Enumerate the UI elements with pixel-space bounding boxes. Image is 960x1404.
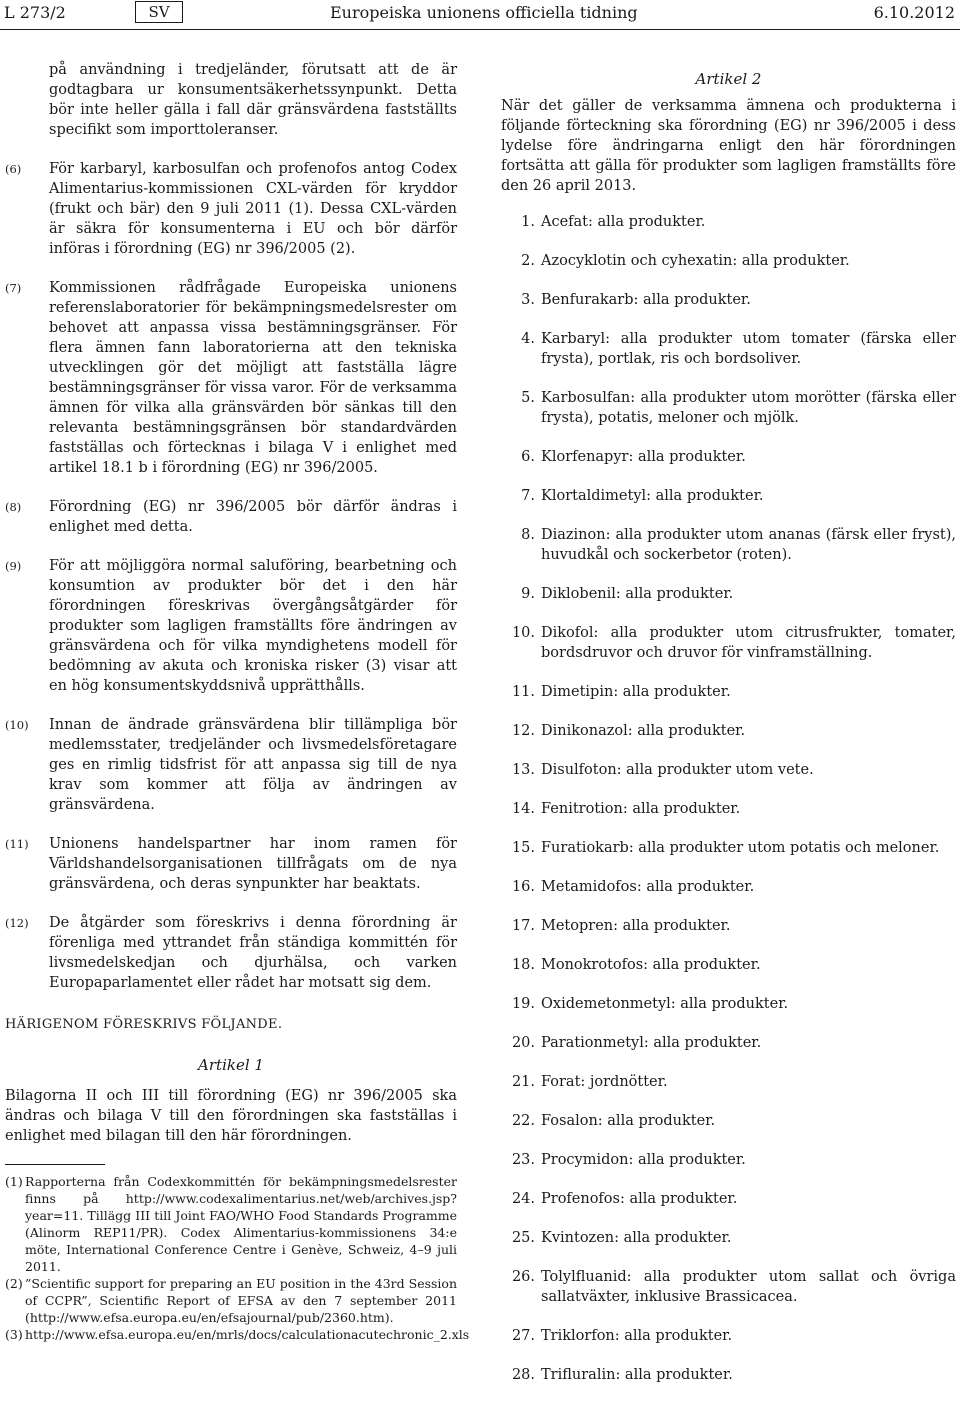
article-2-title: Artikel 2 — [695, 70, 762, 88]
list-item-text: Parationmetyl: alla produkter. — [541, 1035, 762, 1051]
list-item-text: Klorfenapyr: alla produkter. — [541, 449, 746, 465]
enacting-formula: HÄRIGENOM FÖRESKRIVS FÖLJANDE. — [5, 1017, 283, 1032]
footnote-separator — [5, 1164, 105, 1165]
list-item — [501, 721, 956, 741]
list-item — [501, 251, 956, 271]
recital-number: (12) — [5, 916, 29, 930]
list-item — [501, 1150, 956, 1170]
list-item-number: 14. — [511, 801, 535, 817]
list-item-number: 10. — [511, 625, 535, 641]
recital-number: (11) — [5, 837, 29, 851]
list-item — [501, 916, 956, 936]
list-item-number: 11. — [511, 684, 535, 700]
header-rule — [0, 29, 960, 30]
list-item-number: 19. — [511, 996, 535, 1012]
list-item-number: 9. — [521, 586, 535, 602]
recital-number: (6) — [5, 162, 22, 176]
list-item-text: Procymidon: alla produkter. — [541, 1152, 746, 1168]
substance-list — [501, 212, 956, 1385]
footnote-text: Rapporterna från Codexkommittén för bekämpningsmedelsrester finns på http://www.codexalimentarius.net/web/archives.jsp?year=11. Tillägg III till Joint FAO/WHO Food Standards Programme (Alinorm REP11/PR). Codex Alimentarius-kommissionens 34:e möte, International Conference Centre i Genève, Schweiz, 4–9 juli 2011. — [25, 1174, 457, 1274]
recital-number: (10) — [5, 718, 29, 732]
list-item — [501, 623, 956, 663]
list-item-number: 18. — [511, 957, 535, 973]
list-item-number: 6. — [521, 449, 535, 465]
list-item-number: 12. — [511, 723, 535, 739]
list-item-text: Acefat: alla produkter. — [541, 214, 706, 230]
list-item-text: Karbaryl: alla produkter utom tomater (färska eller frysta), portlak, ris och bordsoliver. — [541, 331, 956, 367]
list-item-number: 8. — [521, 527, 535, 543]
list-item-number: 1. — [521, 214, 535, 230]
list-item-text: Furatiokarb: alla produkter utom potatis och meloner. — [541, 840, 940, 856]
recital-7 — [5, 278, 457, 478]
list-item — [501, 388, 956, 428]
list-item — [501, 682, 956, 702]
list-item — [501, 447, 956, 467]
language-badge: SV — [135, 1, 183, 23]
list-item — [501, 212, 956, 232]
list-item — [501, 1267, 956, 1307]
list-item-number: 13. — [511, 762, 535, 778]
list-item — [501, 1072, 956, 1092]
list-item — [501, 955, 956, 975]
list-item-text: Forat: jordnötter. — [541, 1074, 668, 1090]
article-1-title: Artikel 1 — [198, 1056, 264, 1074]
list-item-number: 2. — [521, 253, 535, 269]
list-item-text: Dikofol: alla produkter utom citrusfrukter, tomater, bordsdruvor och druvor för vinframställning. — [541, 625, 956, 661]
list-item — [501, 584, 956, 604]
footnote-number: (3) — [5, 1327, 23, 1342]
page-number: L 273/2 — [4, 3, 66, 22]
list-item-number: 5. — [521, 390, 535, 406]
recital-10 — [5, 715, 457, 815]
footnote-text: http://www.efsa.europa.eu/en/mrls/docs/calculationacutechronic_2.xls — [25, 1327, 470, 1342]
list-item-number: 27. — [511, 1328, 535, 1344]
list-item-number: 26. — [511, 1269, 535, 1285]
list-item-text: Tolylfluanid: alla produkter utom sallat och övriga sallatväxter, inklusive Brassicacea. — [541, 1269, 956, 1305]
list-item-text: Azocyklotin och cyhexatin: alla produkter. — [541, 253, 850, 269]
list-item — [501, 1228, 956, 1248]
publication-date: 6.10.2012 — [873, 3, 955, 22]
list-item-text: Diazinon: alla produkter utom ananas (färsk eller fryst), huvudkål och sockerbetor (roten). — [541, 527, 956, 563]
recital-11 — [5, 834, 457, 894]
recital-number: (7) — [5, 281, 22, 295]
list-item — [501, 486, 956, 506]
intro-paragraph: på användning i tredjeländer, förutsatt att de är godtagbara ur konsumentsäkerhetssynpunkt. Detta bör inte heller gälla i fall där gränsvärdena fastställts specifikt som importtoleranser. — [49, 62, 457, 138]
list-item-number: 28. — [511, 1367, 535, 1383]
list-item-text: Kvintozen: alla produkter. — [541, 1230, 732, 1246]
footnote-number: (1) — [5, 1174, 23, 1189]
footnote-number: (2) — [5, 1276, 23, 1291]
list-item-text: Diklobenil: alla produkter. — [541, 586, 734, 602]
recital-6 — [5, 159, 457, 259]
list-item — [501, 760, 956, 780]
list-item-text: Disulfoton: alla produkter utom vete. — [541, 762, 814, 778]
list-item — [501, 329, 956, 369]
recital-12 — [5, 913, 457, 993]
list-item-number: 20. — [511, 1035, 535, 1051]
recital-text: Kommissionen rådfrågade Europeiska unionens referenslaboratorier för bekämpningsmedelsrester om behovet att anpassa vissa bestämningsgränser. För flera ämnen fann laboratorierna att den tekniska utvecklingen gör det möjligt att fastställa lägre bestämningsgränser för vissa varor. För de verksamma ämnen för vilka alla gränsvärden bör sänkas till den relevanta bestämningsgränsen bör standardvärden fastställas och förtecknas i bilaga V i enlighet med artikel 18.1 b i förordning (EG) nr 396/2005. — [49, 280, 457, 476]
list-item — [501, 877, 956, 897]
list-item-text: Karbosulfan: alla produkter utom morötter (färska eller frysta), potatis, meloner och mjölk. — [541, 390, 956, 426]
list-item — [501, 1033, 956, 1053]
recital-9 — [5, 556, 457, 696]
list-item-text: Fosalon: alla produkter. — [541, 1113, 716, 1129]
recital-text: Innan de ändrade gränsvärdena blir tillämpliga bör medlemsstater, tredjeländer och livsmedelsföretagare ges en rimlig tidsfrist för att anpassa sig till de nya krav som kommer att följa av ändringen av gränsvärdena. — [49, 717, 457, 813]
recital-text: Förordning (EG) nr 396/2005 bör därför ändras i enlighet med detta. — [49, 499, 457, 535]
footnote-2 — [5, 1275, 457, 1326]
recital-number: (9) — [5, 559, 22, 573]
list-item-number: 4. — [521, 331, 535, 347]
list-item-number: 21. — [511, 1074, 535, 1090]
list-item — [501, 1365, 956, 1385]
list-item — [501, 290, 956, 310]
recital-text: För karbaryl, karbosulfan och profenofos antog Codex Alimentarius-kommissionen CXL-värden för kryddor (frukt och bär) den 9 juli 2011 (1). Dessa CXL-värden är säkra för konsumenterna i EU och bör därför införas i förordning (EG) nr 396/2005 (2). — [49, 161, 457, 257]
list-item-number: 22. — [511, 1113, 535, 1129]
list-item-text: Monokrotofos: alla produkter. — [541, 957, 761, 973]
recital-text: Unionens handelspartner har inom ramen för Världshandelsorganisationen tillfrågats om de nya gränsvärdena, och deras synpunkter har beaktats. — [49, 836, 457, 892]
left-column — [5, 60, 470, 1343]
page-header — [0, 0, 960, 30]
list-item-number: 24. — [511, 1191, 535, 1207]
list-item — [501, 838, 956, 858]
list-item-number: 7. — [521, 488, 535, 504]
recital-text: De åtgärder som föreskrivs i denna förordning är förenliga med yttrandet från ständiga kommittén för livsmedelskedjan och djurhälsa, och varken Europaparlamentet eller rådet har motsatt sig dem. — [49, 915, 457, 991]
list-item-text: Dinikonazol: alla produkter. — [541, 723, 746, 739]
list-item-number: 3. — [521, 292, 535, 308]
list-item-text: Klortaldimetyl: alla produkter. — [541, 488, 764, 504]
list-item-number: 25. — [511, 1230, 535, 1246]
list-item-text: Trifluralin: alla produkter. — [541, 1367, 733, 1383]
list-item-number: 15. — [511, 840, 535, 856]
list-item-text: Metopren: alla produkter. — [541, 918, 731, 934]
footnote-3 — [5, 1326, 470, 1343]
list-item-text: Fenitrotion: alla produkter. — [541, 801, 741, 817]
article-2-text: När det gäller de verksamma ämnena och produkterna i följande förteckning ska förordning (EG) nr 396/2005 i dess lydelse före ändringarna enligt den här förordningen fortsätta att gälla för produkter som lagligen framställts före den 26 april 2013. — [501, 98, 956, 194]
list-item-text: Metamidofos: alla produkter. — [541, 879, 755, 895]
list-item — [501, 1111, 956, 1131]
recital-8 — [5, 497, 457, 537]
list-item-text: Profenofos: alla produkter. — [541, 1191, 738, 1207]
right-column — [501, 60, 956, 1404]
footnote-1 — [5, 1173, 457, 1275]
recital-text: För att möjliggöra normal saluföring, bearbetning och konsumtion av produkter bör det i den här förordningen föreskrivas övergångsåtgärder för produkter som lagligen framställts före ändringen av gränsvärdena och för vilka myndighetens modell för bedömning av akuta och kroniska risker (3) visar att en hög konsumentskyddsnivå upprätthålls. — [49, 558, 457, 694]
list-item — [501, 1326, 956, 1346]
article-1-text: Bilagorna II och III till förordning (EG) nr 396/2005 ska ändras och bilaga V till den förordningen ska fastställas i enlighet med bilagan till den här förordningen. — [5, 1088, 457, 1144]
list-item — [501, 994, 956, 1014]
list-item-number: 23. — [511, 1152, 535, 1168]
list-item — [501, 1189, 956, 1209]
list-item-text: Benfurakarb: alla produkter. — [541, 292, 751, 308]
list-item — [501, 799, 956, 819]
journal-title: Europeiska unionens officiella tidning — [330, 3, 638, 22]
footnote-text: ”Scientific support for preparing an EU position in the 43rd Session of CCPR”, Scientific Report of EFSA av den 7 september 2011 (http://www.efsa.europa.eu/en/efsajournal/pub/2360.htm). — [25, 1276, 457, 1325]
list-item-text: Dimetipin: alla produkter. — [541, 684, 731, 700]
list-item-number: 16. — [511, 879, 535, 895]
list-item — [501, 525, 956, 565]
list-item-text: Oxidemetonmetyl: alla produkter. — [541, 996, 789, 1012]
list-item-text: Triklorfon: alla produkter. — [541, 1328, 733, 1344]
list-item-number: 17. — [511, 918, 535, 934]
recital-number: (8) — [5, 500, 22, 514]
